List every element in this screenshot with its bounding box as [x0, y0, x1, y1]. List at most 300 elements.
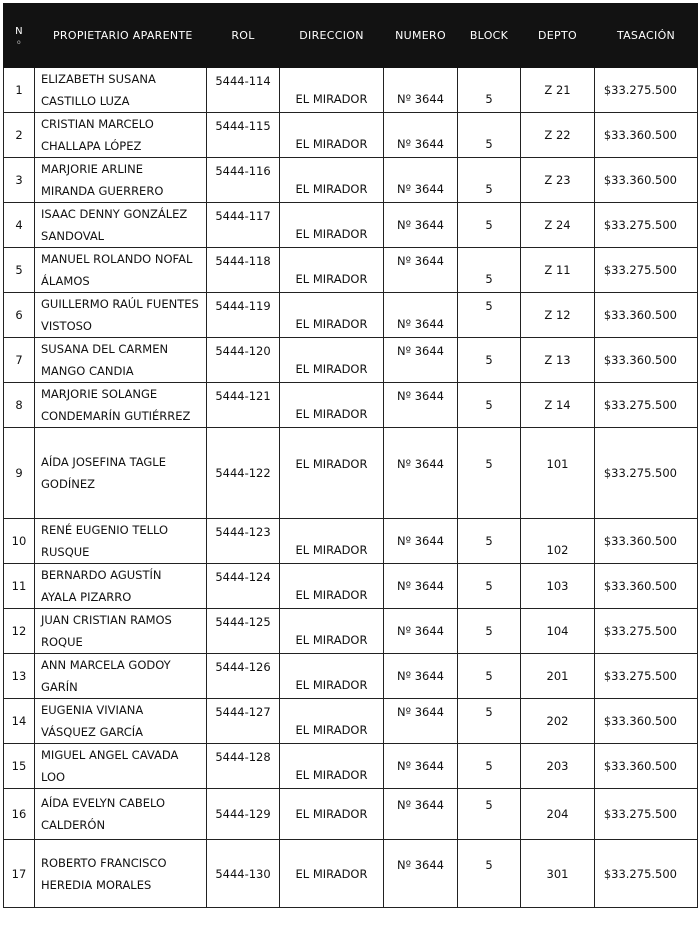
owner-name-line2: AYALA PIZARRO: [41, 590, 132, 604]
depto-value: Z 12: [544, 308, 571, 322]
tasacion-cell: [595, 699, 698, 744]
row-number: 12: [11, 624, 27, 638]
numero-value: Nº 3644: [397, 137, 444, 151]
depto-cell: [521, 840, 595, 908]
rol-cell: [207, 113, 280, 158]
owner-cell: [35, 293, 207, 338]
direccion-value: EL MIRADOR: [295, 227, 368, 241]
depto-cell: [521, 428, 595, 519]
direccion-cell: [280, 428, 384, 519]
table-row: [4, 383, 698, 428]
table-row: [4, 744, 698, 789]
block-cell: [458, 203, 521, 248]
rol-cell: [207, 744, 280, 789]
numero-value: Nº 3644: [397, 798, 444, 812]
numero-value: Nº 3644: [397, 857, 444, 872]
rol-cell: [207, 158, 280, 203]
direccion-value: EL MIRADOR: [295, 92, 368, 106]
direccion-value: EL MIRADOR: [295, 807, 368, 821]
block-value: 5: [485, 299, 493, 313]
rol-cell: [207, 519, 280, 564]
table-row: [4, 840, 698, 908]
block-value: 5: [485, 705, 493, 719]
table-row: [4, 158, 698, 203]
owner-name-line2: CALDERÓN: [41, 818, 106, 832]
rol-value: 5444-120: [215, 344, 271, 358]
table-row: [4, 293, 698, 338]
numero-cell: [384, 564, 458, 609]
table-row: [4, 248, 698, 293]
owner-name-line2: MANGO CANDIA: [41, 364, 134, 378]
depto-value: 104: [546, 624, 569, 638]
direccion-cell: [280, 789, 384, 840]
numero-cell: [384, 338, 458, 383]
numero-cell: [384, 519, 458, 564]
block-cell: [458, 609, 521, 654]
numero-value: Nº 3644: [397, 218, 444, 232]
rol-value: 5444-125: [215, 615, 271, 629]
block-value: 5: [485, 798, 493, 812]
depto-value: Z 13: [544, 353, 571, 367]
row-number-cell: [4, 744, 35, 789]
numero-value: Nº 3644: [397, 534, 444, 548]
rol-value: 5444-117: [215, 209, 271, 223]
header-depto: DEPTO: [521, 4, 595, 68]
direccion-value: EL MIRADOR: [295, 317, 368, 331]
numero-cell: [384, 654, 458, 699]
numero-value: Nº 3644: [397, 705, 444, 719]
rol-value: 5444-126: [215, 660, 271, 674]
block-cell: [458, 113, 521, 158]
owner-cell: [35, 203, 207, 248]
numero-cell: [384, 699, 458, 744]
owner-name-line1: EUGENIA VIVIANA: [41, 703, 144, 717]
direccion-cell: [280, 383, 384, 428]
table-row: [4, 203, 698, 248]
rol-value: 5444-128: [215, 750, 271, 764]
rol-cell: [207, 338, 280, 383]
row-number: 17: [11, 866, 27, 881]
numero-value: Nº 3644: [397, 92, 444, 106]
tasacion-cell: [595, 744, 698, 789]
owner-cell: [35, 519, 207, 564]
tasacion-value: $33.275.500: [603, 807, 677, 821]
owner-cell: [35, 383, 207, 428]
owner-name-line2: RUSQUE: [41, 545, 90, 559]
block-cell: [458, 68, 521, 113]
rol-value: 5444-118: [215, 254, 271, 268]
row-number: 16: [11, 807, 27, 821]
direccion-cell: [280, 519, 384, 564]
owner-cell: [35, 789, 207, 840]
depto-cell: [521, 113, 595, 158]
block-cell: [458, 564, 521, 609]
numero-cell: [384, 158, 458, 203]
block-cell: [458, 248, 521, 293]
direccion-cell: [280, 293, 384, 338]
tasacion-cell: [595, 113, 698, 158]
block-cell: [458, 158, 521, 203]
depto-value: Z 11: [544, 263, 571, 277]
tasacion-cell: [595, 338, 698, 383]
table-row: [4, 609, 698, 654]
direccion-value: EL MIRADOR: [295, 588, 368, 602]
owner-name-line2: VÁSQUEZ GARCÍA: [41, 725, 144, 739]
depto-value: 101: [546, 457, 569, 471]
direccion-cell: [280, 840, 384, 908]
owner-cell: [35, 840, 207, 908]
rol-value: 5444-119: [215, 299, 271, 313]
owner-name-line2: ROQUE: [41, 635, 83, 649]
rol-cell: [207, 68, 280, 113]
tasacion-cell: [595, 383, 698, 428]
owner-cell: [35, 338, 207, 383]
row-number: 10: [11, 534, 27, 548]
rol-cell: [207, 609, 280, 654]
numero-cell: [384, 428, 458, 519]
depto-cell: [521, 699, 595, 744]
owner-name-line2: CONDEMARÍN GUTIÉRREZ: [41, 409, 191, 423]
tasacion-value: $33.275.500: [603, 398, 677, 412]
owner-name-line1: ROBERTO FRANCISCO: [41, 855, 167, 870]
block-value: 5: [485, 624, 493, 638]
numero-value: Nº 3644: [397, 579, 444, 593]
tasacion-value: $33.275.500: [603, 466, 677, 480]
block-cell: [458, 519, 521, 564]
depto-cell: [521, 654, 595, 699]
direccion-value: EL MIRADOR: [295, 362, 368, 376]
numero-value: Nº 3644: [397, 317, 444, 331]
owner-name-line1: MIGUEL ANGEL CAVADA: [41, 748, 179, 762]
depto-value: 203: [546, 759, 569, 773]
owner-cell: [35, 68, 207, 113]
block-value: 5: [485, 534, 493, 548]
rol-value: 5444-114: [215, 74, 271, 88]
block-value: 5: [485, 759, 493, 773]
row-number: 7: [15, 353, 23, 367]
rol-value: 5444-121: [215, 389, 271, 403]
owner-name-line1: MARJORIE SOLANGE: [41, 387, 158, 401]
rol-cell: [207, 428, 280, 519]
row-number: 9: [15, 466, 23, 480]
depto-cell: [521, 338, 595, 383]
table-row: [4, 338, 698, 383]
owner-name-line2: CHALLAPA LÓPEZ: [41, 139, 142, 153]
rol-value: 5444-122: [215, 466, 271, 480]
row-number: 4: [15, 218, 23, 232]
rol-value: 5444-116: [215, 164, 271, 178]
row-number-cell: [4, 158, 35, 203]
block-value: 5: [485, 218, 493, 232]
numero-cell: [384, 840, 458, 908]
row-number: 1: [15, 83, 23, 97]
row-number-cell: [4, 383, 35, 428]
block-cell: [458, 654, 521, 699]
tasacion-cell: [595, 564, 698, 609]
direccion-value: EL MIRADOR: [295, 723, 368, 737]
direccion-cell: [280, 744, 384, 789]
depto-value: 204: [546, 807, 569, 821]
table-row: [4, 654, 698, 699]
depto-value: 201: [546, 669, 569, 683]
row-number-cell: [4, 789, 35, 840]
block-value: 5: [485, 272, 493, 286]
depto-cell: [521, 203, 595, 248]
block-value: 5: [485, 669, 493, 683]
numero-value: Nº 3644: [397, 624, 444, 638]
numero-cell: [384, 293, 458, 338]
table-row: [4, 519, 698, 564]
direccion-value: EL MIRADOR: [295, 137, 368, 151]
numero-value: Nº 3644: [397, 182, 444, 196]
rol-cell: [207, 564, 280, 609]
tasacion-value: $33.360.500: [603, 353, 677, 367]
tasacion-cell: [595, 654, 698, 699]
direccion-value: EL MIRADOR: [295, 768, 368, 782]
header-direccion: DIRECCION: [280, 4, 384, 68]
row-number-cell: [4, 564, 35, 609]
row-number-cell: [4, 293, 35, 338]
numero-value: Nº 3644: [397, 389, 444, 403]
row-number-cell: [4, 203, 35, 248]
tasacion-value: $33.360.500: [603, 759, 677, 773]
owner-name-line1: ISAAC DENNY GONZÁLEZ: [41, 207, 188, 221]
numero-value: Nº 3644: [397, 344, 444, 358]
block-value: 5: [485, 579, 493, 593]
row-number-cell: [4, 338, 35, 383]
owner-name-line1: JUAN CRISTIAN RAMOS: [41, 613, 172, 627]
rol-cell: [207, 654, 280, 699]
numero-value: Nº 3644: [397, 457, 444, 471]
direccion-cell: [280, 654, 384, 699]
owner-name-line1: ELIZABETH SUSANA: [41, 72, 156, 86]
tasacion-value: $33.360.500: [603, 128, 677, 142]
owner-name-line2: GODÍNEZ: [41, 477, 95, 491]
table-row: [4, 699, 698, 744]
depto-value: Z 22: [544, 128, 571, 142]
header-owner: PROPIETARIO APARENTE: [35, 4, 207, 68]
owner-name-line2: GARÍN: [41, 680, 78, 694]
tasacion-cell: [595, 609, 698, 654]
block-value: 5: [485, 137, 493, 151]
rol-value: 5444-124: [215, 570, 271, 584]
row-number: 8: [15, 398, 23, 412]
table-body: [4, 68, 698, 908]
block-cell: [458, 699, 521, 744]
depto-value: 301: [546, 866, 569, 881]
owner-name-line1: ANN MARCELA GODOY: [41, 658, 171, 672]
tasacion-cell: [595, 203, 698, 248]
owner-cell: [35, 699, 207, 744]
numero-value: Nº 3644: [397, 669, 444, 683]
depto-cell: [521, 383, 595, 428]
numero-cell: [384, 789, 458, 840]
owner-name-line2: CASTILLO LUZA: [41, 94, 130, 108]
header-row: [4, 4, 698, 68]
block-cell: [458, 789, 521, 840]
depto-value: Z 14: [544, 398, 571, 412]
depto-cell: [521, 564, 595, 609]
direccion-cell: [280, 564, 384, 609]
row-number-cell: [4, 68, 35, 113]
block-value: 5: [485, 92, 493, 106]
direccion-cell: [280, 68, 384, 113]
direccion-value: EL MIRADOR: [295, 457, 368, 471]
tasacion-cell: [595, 158, 698, 203]
direccion-value: EL MIRADOR: [295, 543, 368, 557]
table-row: [4, 68, 698, 113]
row-number: 11: [11, 579, 27, 593]
direccion-cell: [280, 609, 384, 654]
owner-name-line2: VISTOSO: [41, 319, 92, 333]
table-row: [4, 428, 698, 519]
tasacion-cell: [595, 428, 698, 519]
header-numero: NUMERO: [384, 4, 458, 68]
block-cell: [458, 293, 521, 338]
direccion-value: EL MIRADOR: [295, 407, 368, 421]
direccion-value: EL MIRADOR: [295, 272, 368, 286]
block-value: 5: [485, 182, 493, 196]
owner-name-line1: CRISTIAN MARCELO: [41, 117, 154, 131]
numero-cell: [384, 248, 458, 293]
block-cell: [458, 338, 521, 383]
tasacion-cell: [595, 293, 698, 338]
owner-name-line2: SANDOVAL: [41, 229, 105, 243]
direccion-value: EL MIRADOR: [295, 678, 368, 692]
depto-cell: [521, 68, 595, 113]
direccion-cell: [280, 113, 384, 158]
block-value: 5: [485, 398, 493, 412]
row-number-cell: [4, 654, 35, 699]
owner-cell: [35, 428, 207, 519]
numero-cell: [384, 68, 458, 113]
depto-value: Z 23: [544, 173, 571, 187]
tasacion-value: $33.275.500: [603, 263, 677, 277]
row-number-cell: [4, 699, 35, 744]
row-number-cell: [4, 248, 35, 293]
owners-table: [3, 3, 698, 908]
direccion-value: EL MIRADOR: [295, 633, 368, 647]
depto-value: 103: [546, 579, 569, 593]
owner-name-line1: SUSANA DEL CARMEN: [41, 342, 169, 356]
table-row: [4, 789, 698, 840]
numero-value: Nº 3644: [397, 759, 444, 773]
owner-name-line1: GUILLERMO RAÚL FUENTES: [41, 297, 199, 311]
rol-value: 5444-127: [215, 705, 271, 719]
rol-cell: [207, 789, 280, 840]
direccion-value: EL MIRADOR: [295, 866, 368, 881]
block-value: 5: [485, 857, 493, 872]
direccion-value: EL MIRADOR: [295, 182, 368, 196]
tasacion-cell: [595, 840, 698, 908]
rol-value: 5444-129: [215, 807, 271, 821]
owner-cell: [35, 744, 207, 789]
owner-name-line2: HEREDIA MORALES: [41, 877, 152, 892]
tasacion-value: $33.360.500: [603, 308, 677, 322]
row-number-cell: [4, 113, 35, 158]
depto-cell: [521, 158, 595, 203]
tasacion-cell: [595, 519, 698, 564]
row-number: 14: [11, 714, 27, 728]
numero-cell: [384, 744, 458, 789]
tasacion-value: $33.275.500: [603, 218, 677, 232]
tasacion-value: $33.275.500: [603, 624, 677, 638]
owner-cell: [35, 654, 207, 699]
owner-name-line2: MIRANDA GUERRERO: [41, 184, 164, 198]
header-tasacion: TASACIÓN: [595, 4, 698, 68]
owner-name-line1: MARJORIE ARLINE: [41, 162, 144, 176]
tasacion-cell: [595, 68, 698, 113]
tasacion-value: $33.275.500: [603, 669, 677, 683]
owner-name-line2: ÁLAMOS: [41, 274, 90, 288]
table-row: [4, 113, 698, 158]
block-value: 5: [485, 353, 493, 367]
depto-cell: [521, 789, 595, 840]
row-number: 15: [11, 759, 27, 773]
row-number: 2: [15, 128, 23, 142]
rol-cell: [207, 840, 280, 908]
depto-value: Z 21: [544, 83, 571, 97]
numero-value: Nº 3644: [397, 254, 444, 268]
direccion-cell: [280, 338, 384, 383]
direccion-cell: [280, 699, 384, 744]
depto-cell: [521, 293, 595, 338]
numero-cell: [384, 383, 458, 428]
numero-cell: [384, 203, 458, 248]
tasacion-cell: [595, 789, 698, 840]
owner-cell: [35, 564, 207, 609]
block-value: 5: [485, 457, 493, 471]
row-number: 5: [15, 263, 23, 277]
depto-value: 102: [546, 543, 569, 557]
table-row: [4, 564, 698, 609]
depto-cell: [521, 744, 595, 789]
block-cell: [458, 840, 521, 908]
direccion-cell: [280, 203, 384, 248]
owner-cell: [35, 113, 207, 158]
owner-name-line1: RENÉ EUGENIO TELLO: [41, 523, 169, 537]
row-number-cell: [4, 609, 35, 654]
tasacion-value: $33.275.500: [603, 83, 677, 97]
header-block: BLOCK: [458, 4, 521, 68]
row-number: 6: [15, 308, 23, 322]
rol-value: 5444-115: [215, 119, 271, 133]
rol-value: 5444-123: [215, 525, 271, 539]
owner-name-line1: BERNARDO AGUSTÍN: [41, 568, 162, 582]
depto-value: 202: [546, 714, 569, 728]
owner-name-line1: AÍDA JOSEFINA TAGLE: [41, 455, 166, 469]
rol-cell: [207, 383, 280, 428]
direccion-cell: [280, 158, 384, 203]
row-number-cell: [4, 840, 35, 908]
row-number-cell: [4, 519, 35, 564]
tasacion-cell: [595, 248, 698, 293]
owner-name-line1: AÍDA EVELYN CABELO: [41, 796, 166, 810]
header-rol: ROL: [207, 4, 280, 68]
numero-cell: [384, 609, 458, 654]
row-number: 13: [11, 669, 27, 683]
owner-cell: [35, 158, 207, 203]
tasacion-value: $33.360.500: [603, 579, 677, 593]
tasacion-value: $33.360.500: [603, 714, 677, 728]
row-number: 3: [15, 173, 23, 187]
rol-cell: [207, 248, 280, 293]
rol-cell: [207, 293, 280, 338]
rol-cell: [207, 203, 280, 248]
numero-cell: [384, 113, 458, 158]
direccion-cell: [280, 248, 384, 293]
depto-value: Z 24: [544, 218, 571, 232]
